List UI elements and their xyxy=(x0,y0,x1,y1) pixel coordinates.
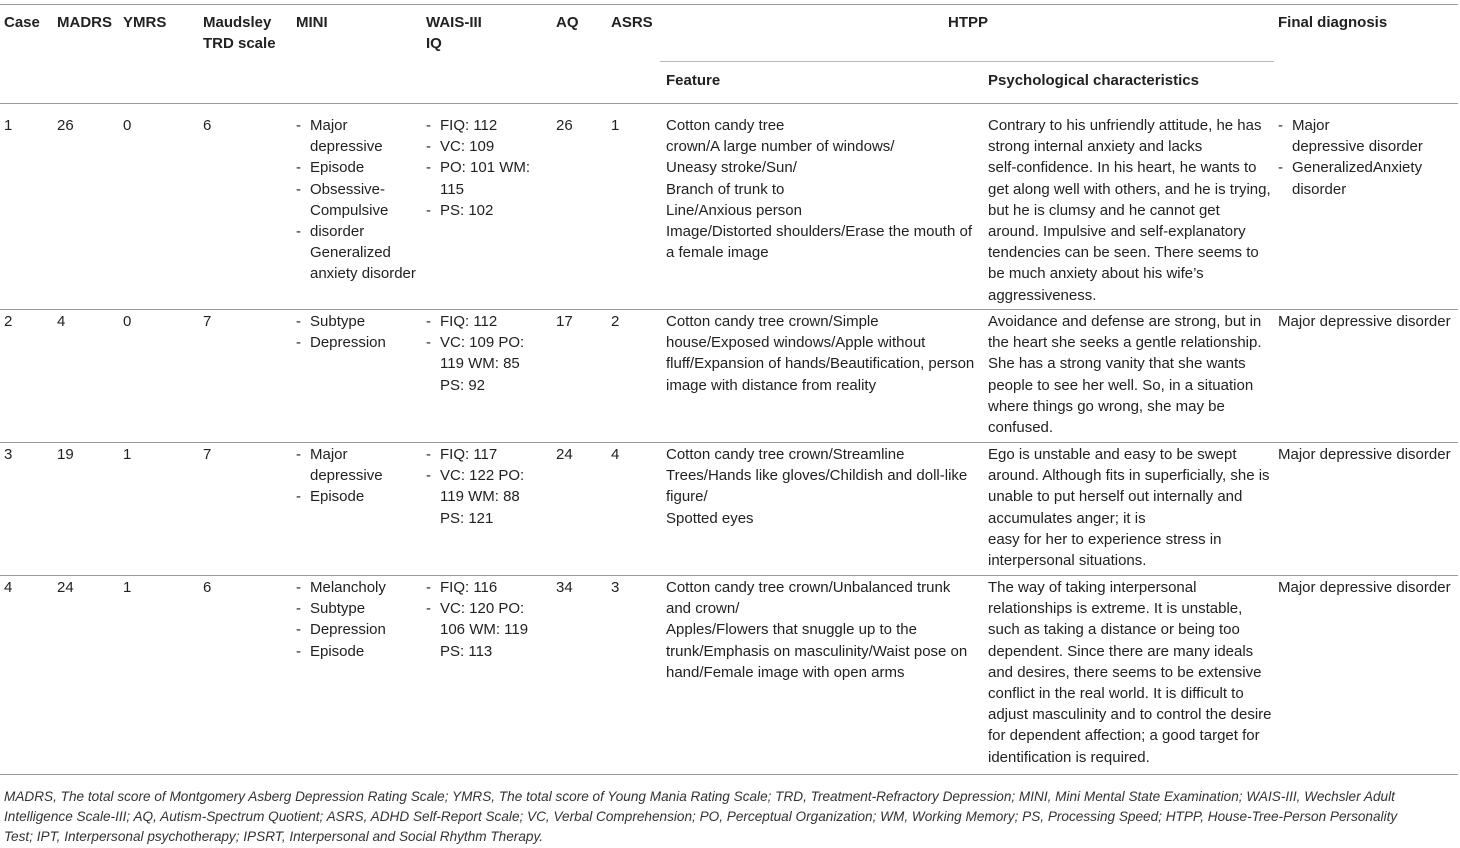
cell-asrs: 1 xyxy=(611,117,620,134)
mini-item xyxy=(296,263,416,284)
cell-feature xyxy=(666,311,974,396)
header-feature: Feature xyxy=(666,72,721,89)
mini-item xyxy=(296,598,386,619)
cell-wais xyxy=(426,577,528,662)
feature-line: house/Exposed windows/Apple without xyxy=(666,334,926,352)
mini-item xyxy=(296,200,416,221)
feature-line: Cotton candy tree xyxy=(666,117,785,134)
bullet-dash: - xyxy=(426,579,431,596)
cell-mini xyxy=(296,577,386,662)
psych-line: relationships is extreme. It is unstable, xyxy=(988,600,1243,618)
psych-line: for dependent affection; a good target for xyxy=(988,727,1260,745)
psych-line: adjust masculinity and to control the desire xyxy=(988,706,1272,724)
mini-item xyxy=(296,465,383,486)
wais-item-text: VC: 109 PO: xyxy=(440,334,525,352)
wais-item-text: FIQ: 116 xyxy=(440,579,498,596)
diagnosis-item-text: Major xyxy=(1292,117,1330,134)
feature-line: Spotted eyes xyxy=(666,509,754,527)
cell-mini xyxy=(296,311,386,353)
psych-line: conflict in the real world. It is difficult to xyxy=(988,685,1244,703)
psych-line: strong internal anxiety and lacks xyxy=(988,138,1203,156)
wais-item-text: 115 xyxy=(440,180,464,198)
bullet-dash: - xyxy=(426,334,431,352)
cell-case: 1 xyxy=(4,117,13,134)
mini-item-text: Melancholy xyxy=(310,579,386,596)
psych-line: easy for her to experience stress in xyxy=(988,530,1222,548)
table-bottom-rule xyxy=(0,774,1458,775)
wais-item-text: 119 WM: 85 xyxy=(440,355,520,373)
header-maudsley-line: TRD scale xyxy=(203,35,276,53)
mini-item-text: Depression xyxy=(310,334,386,352)
wais-item-text: PS: 121 xyxy=(440,509,494,527)
feature-line: Cotton candy tree crown/Streamline xyxy=(666,446,905,463)
psych-line: around. Impulsive and self-explanatory xyxy=(988,223,1246,241)
cell-aq: 26 xyxy=(556,117,573,134)
footnote-line: MADRS, The total score of Montgomery Asberg Depression Rating Scale; YMRS, The total score of Young Mania Rating Scale; TRD, Treatment-Refractory Depression; MINI, Mini Mental State Examination; WAIS-III, Wechsler Adult xyxy=(4,789,1395,804)
cell-aq: 17 xyxy=(556,313,573,330)
wais-item-text: PS: 92 xyxy=(440,376,486,394)
mini-item xyxy=(296,136,416,157)
mini-item-text: Major xyxy=(310,446,348,463)
bullet-dash: - xyxy=(426,117,431,134)
cell-maudsley: 7 xyxy=(203,446,212,463)
cell-aq: 34 xyxy=(556,579,573,596)
cell-ymrs: 1 xyxy=(123,579,132,596)
cell-maudsley: 7 xyxy=(203,313,212,330)
mini-item xyxy=(296,444,383,465)
feature-line: and crown/ xyxy=(666,600,740,618)
psych-line: Avoidance and defense are strong, but in xyxy=(988,313,1262,330)
diagnosis-item xyxy=(1278,157,1423,178)
cell-case: 3 xyxy=(4,446,13,463)
mini-item-text: Obsessive- xyxy=(310,180,386,198)
cell-ymrs: 1 xyxy=(123,446,132,463)
mini-item xyxy=(296,221,416,242)
psych-line: where things go wrong, she may be xyxy=(988,397,1225,415)
psych-line: tendencies can be seen. There seems to xyxy=(988,244,1259,262)
cell-final xyxy=(1278,577,1451,598)
bullet-dash: - xyxy=(296,600,301,618)
bullet-dash: - xyxy=(296,642,301,660)
cell-feature xyxy=(666,115,972,263)
bullet-dash: - xyxy=(426,446,431,463)
cell-final xyxy=(1278,444,1451,465)
diagnosis-item-text: Major depressive disorder xyxy=(1278,446,1451,463)
cell-feature xyxy=(666,577,967,683)
feature-line: Branch of trunk to xyxy=(666,180,785,198)
wais-item xyxy=(426,375,524,396)
wais-item xyxy=(426,353,524,374)
feature-line: Line/Anxious person xyxy=(666,201,802,219)
psych-line: the heart she seeks a gentle relationship. xyxy=(988,334,1262,352)
cell-madrs: 19 xyxy=(57,446,74,463)
cell-madrs: 4 xyxy=(57,313,66,330)
mini-item xyxy=(296,486,383,507)
mini-item-text: Compulsive xyxy=(310,201,389,219)
wais-item xyxy=(426,311,524,332)
diagnosis-item xyxy=(1278,311,1451,332)
bullet-dash: - xyxy=(296,621,301,639)
cell-mini xyxy=(296,115,416,285)
diagnosis-item-text: Major depressive disorder xyxy=(1278,579,1451,596)
cell-ymrs: 0 xyxy=(123,313,132,330)
cell-wais xyxy=(426,115,530,221)
psych-line: and desires, there seems to be extensive xyxy=(988,663,1262,681)
header-maudsley xyxy=(203,12,276,54)
bullet-dash: - xyxy=(296,117,301,134)
header-bottom-rule xyxy=(0,103,1458,104)
bullet-dash: - xyxy=(296,159,301,177)
cell-madrs: 26 xyxy=(57,117,74,134)
wais-item xyxy=(426,332,524,353)
wais-item xyxy=(426,598,528,619)
header-case: Case xyxy=(4,14,40,31)
wais-item-text: 119 WM: 88 xyxy=(440,488,520,506)
psych-line: accumulates anger; it is xyxy=(988,509,1146,527)
feature-line: fluff/Expansion of hands/Beautification, person xyxy=(666,355,975,373)
cell-ymrs: 0 xyxy=(123,117,132,134)
cell-case: 2 xyxy=(4,313,13,330)
wais-item-text: PS: 113 xyxy=(440,642,493,660)
wais-item xyxy=(426,508,524,529)
wais-item xyxy=(426,200,530,221)
diagnosis-item-text: Major depressive disorder xyxy=(1278,313,1451,330)
header-ymrs: YMRS xyxy=(123,14,167,31)
mini-item-text: disorder xyxy=(310,223,365,241)
wais-item xyxy=(426,465,524,486)
header-maudsley-line: Maudsley xyxy=(203,14,272,31)
wais-item-text: VC: 120 PO: xyxy=(440,600,525,618)
bullet-dash: - xyxy=(426,467,431,485)
wais-item-text: VC: 122 PO: xyxy=(440,467,525,485)
psych-line: but he is clumsy and he cannot get xyxy=(988,201,1220,219)
mini-item xyxy=(296,577,386,598)
wais-item-text: PS: 102 xyxy=(440,201,494,219)
diagnosis-item xyxy=(1278,115,1423,136)
header-psych: Psychological characteristics xyxy=(988,72,1199,89)
bullet-dash: - xyxy=(426,201,431,219)
header-asrs: ASRS xyxy=(611,14,653,31)
mini-item-text: anxiety disorder xyxy=(310,265,416,283)
feature-line: image with distance from reality xyxy=(666,376,877,394)
diagnosis-item-text: GeneralizedAnxiety xyxy=(1292,159,1423,177)
table-top-rule xyxy=(0,4,1458,5)
mini-item-text: Major xyxy=(310,117,348,134)
cell-psych xyxy=(988,311,1262,438)
wais-item xyxy=(426,115,530,136)
cell-maudsley: 6 xyxy=(203,579,212,596)
bullet-dash: - xyxy=(296,313,301,330)
mini-item-text: Episode xyxy=(310,488,365,506)
psych-line: dependent. Since there are many ideals xyxy=(988,642,1254,660)
cell-madrs: 24 xyxy=(57,579,74,596)
header-htpp: HTPP xyxy=(948,14,989,31)
row-2-rule xyxy=(0,442,1458,443)
header-mini: MINI xyxy=(296,14,328,31)
row-3-rule xyxy=(0,575,1458,576)
psych-line: aggressiveness. xyxy=(988,286,1097,304)
wais-item xyxy=(426,444,524,465)
psych-line: people to see her well. So, in a situation xyxy=(988,376,1254,394)
feature-line: crown/A large number of windows/ xyxy=(666,138,895,156)
feature-line: a female image xyxy=(666,244,769,262)
mini-item xyxy=(296,115,416,136)
cell-mini xyxy=(296,444,383,508)
psych-line: The way of taking interpersonal xyxy=(988,579,1197,596)
header-final-diagnosis: Final diagnosis xyxy=(1278,14,1388,31)
cell-final xyxy=(1278,311,1451,332)
cell-asrs: 2 xyxy=(611,313,620,330)
wais-item xyxy=(426,179,530,200)
wais-item-text: FIQ: 117 xyxy=(440,446,498,463)
footnote-line: Test; IPT, Interpersonal psychotherapy; IPSRT, Interpersonal and Social Rhythm Therapy. xyxy=(4,829,544,844)
psych-line: be much anxiety about his wife’s xyxy=(988,265,1204,283)
feature-line: trunk/Emphasis on masculinity/Waist pose on xyxy=(666,642,968,660)
footnote-line: Intelligence Scale-III; AQ, Autism-Spectrum Quotient; ASRS, ADHD Self-Report Scale; VC, Verbal Comprehension; PO, Perceptual Organization; WM, Working Memory; PS, Processing Speed; HTPP, House-Tree-Person Personality xyxy=(4,809,1398,824)
feature-line: Cotton candy tree crown/Unbalanced trunk xyxy=(666,579,951,596)
psych-line: such as taking a distance or being too xyxy=(988,621,1240,639)
header-aq: AQ xyxy=(556,14,579,31)
bullet-dash: - xyxy=(296,488,301,506)
feature-line: Image/Distorted shoulders/Erase the mouth of xyxy=(666,223,972,241)
feature-line: Cotton candy tree crown/Simple xyxy=(666,313,879,330)
cell-final xyxy=(1278,115,1423,200)
mini-item-text: Depression xyxy=(310,621,386,639)
bullet-dash: - xyxy=(426,600,431,618)
psych-line: She has a strong vanity that she wants xyxy=(988,355,1246,373)
mini-item xyxy=(296,311,386,332)
diagnosis-item xyxy=(1278,444,1451,465)
diagnosis-item xyxy=(1278,136,1423,157)
mini-item xyxy=(296,332,386,353)
bullet-dash: - xyxy=(296,446,301,463)
mini-item xyxy=(296,619,386,640)
cell-asrs: 3 xyxy=(611,579,620,596)
feature-line: Apples/Flowers that snuggle up to the xyxy=(666,621,917,639)
mini-item-text: Episode xyxy=(310,642,365,660)
psych-line: Contrary to his unfriendly attitude, he has xyxy=(988,117,1262,134)
cell-case: 4 xyxy=(4,579,13,596)
bullet-dash: - xyxy=(426,159,431,177)
mini-item xyxy=(296,157,416,178)
feature-line: Uneasy stroke/Sun/ xyxy=(666,159,797,177)
cell-psych xyxy=(988,577,1271,768)
wais-item xyxy=(426,486,524,507)
mini-item xyxy=(296,179,416,200)
feature-line: hand/Female image with open arms xyxy=(666,663,905,681)
wais-item xyxy=(426,641,528,662)
bullet-dash: - xyxy=(296,180,301,198)
psych-line: around. Although fits in superficially, she is xyxy=(988,467,1270,485)
mini-item xyxy=(296,641,386,662)
bullet-dash: - xyxy=(296,579,301,596)
mini-item xyxy=(296,242,416,263)
bullet-dash: - xyxy=(296,223,301,241)
cell-wais xyxy=(426,444,524,529)
wais-item-text: PO: 101 WM: xyxy=(440,159,531,177)
mini-item-text: depressive xyxy=(310,467,383,485)
cell-feature xyxy=(666,444,967,529)
diagnosis-item xyxy=(1278,577,1451,598)
header-madrs: MADRS xyxy=(57,14,112,31)
diagnosis-item-text: depressive disorder xyxy=(1292,138,1423,156)
diagnosis-item-text: disorder xyxy=(1292,180,1347,198)
psych-line: interpersonal situations. xyxy=(988,552,1147,570)
footnote xyxy=(4,787,1454,847)
bullet-dash: - xyxy=(296,334,301,352)
wais-item xyxy=(426,577,528,598)
bullet-dash: - xyxy=(1278,117,1283,134)
cell-aq: 24 xyxy=(556,446,573,463)
mini-item-text: Subtype xyxy=(310,600,366,618)
header-wais-line: WAIS-III xyxy=(426,14,482,31)
mini-item-text: Generalized xyxy=(310,244,391,262)
mini-item-text: Subtype xyxy=(310,313,366,330)
psych-line: Ego is unstable and easy to be swept xyxy=(988,446,1237,463)
wais-item xyxy=(426,136,530,157)
psych-line: get along well with others, and he is trying, xyxy=(988,180,1271,198)
header-wais-line: IQ xyxy=(426,35,442,53)
psych-line: confused. xyxy=(988,419,1054,437)
wais-item xyxy=(426,157,530,178)
mini-item-text: depressive xyxy=(310,138,383,156)
cell-psych xyxy=(988,444,1270,571)
wais-item-text: FIQ: 112 xyxy=(440,313,498,330)
wais-item-text: 106 WM: 119 xyxy=(440,621,529,639)
htpp-subheader-rule xyxy=(660,61,1274,62)
bullet-dash: - xyxy=(426,313,431,330)
cell-wais xyxy=(426,311,524,396)
wais-item-text: VC: 109 xyxy=(440,138,495,156)
row-1-rule xyxy=(0,309,1458,310)
psych-line: identification is required. xyxy=(988,748,1150,766)
bullet-dash: - xyxy=(1278,159,1283,177)
header-wais xyxy=(426,12,482,54)
psych-line: unable to put herself out internally and xyxy=(988,488,1243,506)
diagnosis-item xyxy=(1278,179,1423,200)
wais-item xyxy=(426,619,528,640)
feature-line: Trees/Hands like gloves/Childish and doll-like xyxy=(666,467,968,485)
feature-line: figure/ xyxy=(666,488,708,506)
psych-line: self-confidence. In his heart, he wants to xyxy=(988,159,1257,177)
cell-psych xyxy=(988,115,1271,306)
mini-item-text: Episode xyxy=(310,159,365,177)
cell-asrs: 4 xyxy=(611,446,620,463)
cell-maudsley: 6 xyxy=(203,117,212,134)
wais-item-text: FIQ: 112 xyxy=(440,117,498,134)
bullet-dash: - xyxy=(426,138,431,156)
